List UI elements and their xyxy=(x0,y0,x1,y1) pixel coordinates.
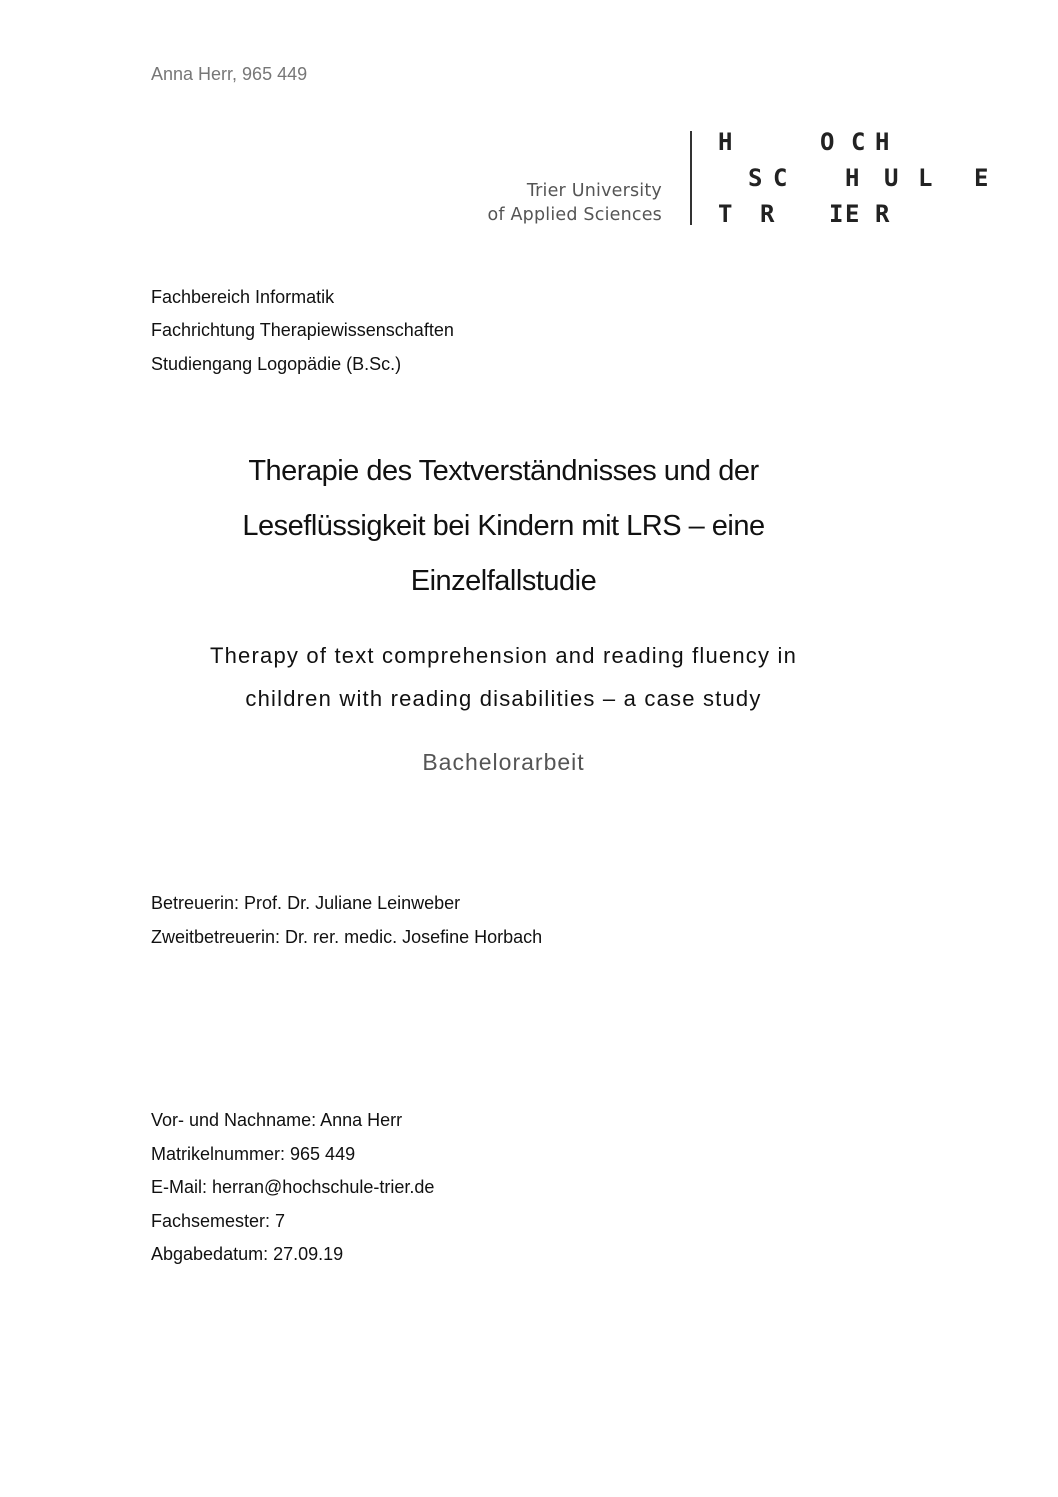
logo-letter: E xyxy=(974,164,989,192)
german-title-line3: Einzelfallstudie xyxy=(410,565,597,597)
email: E-Mail: herran@hochschule-trier.de xyxy=(151,1177,435,1197)
logo-letter: C xyxy=(773,164,788,192)
logo-letter: H xyxy=(845,164,860,192)
logo-letter: S xyxy=(748,164,763,192)
semester: Fachsemester: 7 xyxy=(151,1211,286,1231)
german-title-line1: Therapie des Textverständnisses und der xyxy=(248,455,759,487)
logo-letter: T xyxy=(718,200,733,228)
logo-letter: O xyxy=(820,128,835,156)
logo-letter: E xyxy=(845,200,860,228)
faculty-line: Fachbereich Informatik xyxy=(151,287,335,307)
author-header: Anna Herr, 965 449 xyxy=(151,64,308,84)
logo-letter: I xyxy=(829,200,844,228)
program-line: Studiengang Logopädie (B.Sc.) xyxy=(151,354,402,374)
student-name: Vor- und Nachname: Anna Herr xyxy=(151,1110,403,1130)
english-title-line2: children with reading disabilities – a case study xyxy=(245,686,762,711)
english-title-line1: Therapy of text comprehension and reading fluency in xyxy=(209,643,798,668)
field-line: Fachrichtung Therapiewissenschaften xyxy=(151,320,454,340)
logo-letter: R xyxy=(875,200,890,228)
logo-letter: L xyxy=(918,164,933,192)
logo-letter: H xyxy=(875,128,890,156)
logo-letter: R xyxy=(760,200,775,228)
thesis-type: Bachelorarbeit xyxy=(422,749,585,775)
logo-letter: U xyxy=(884,164,899,192)
logo-letter: H xyxy=(718,128,733,156)
logo-university-name-line2: of Applied Sciences xyxy=(487,205,662,225)
first-supervisor: Betreuerin: Prof. Dr. Juliane Leinweber xyxy=(151,893,461,913)
logo-letter: C xyxy=(851,128,866,156)
german-title-line2: Leseflüssigkeit bei Kindern mit LRS – eine xyxy=(242,510,765,542)
logo-divider xyxy=(690,131,692,225)
logo-university-name-line1: Trier University xyxy=(526,181,662,201)
submission-date: Abgabedatum: 27.09.19 xyxy=(151,1244,344,1264)
second-supervisor: Zweitbetreuerin: Dr. rer. medic. Josefine Horbach xyxy=(151,927,543,947)
matriculation-number: Matrikelnummer: 965 449 xyxy=(151,1144,356,1164)
